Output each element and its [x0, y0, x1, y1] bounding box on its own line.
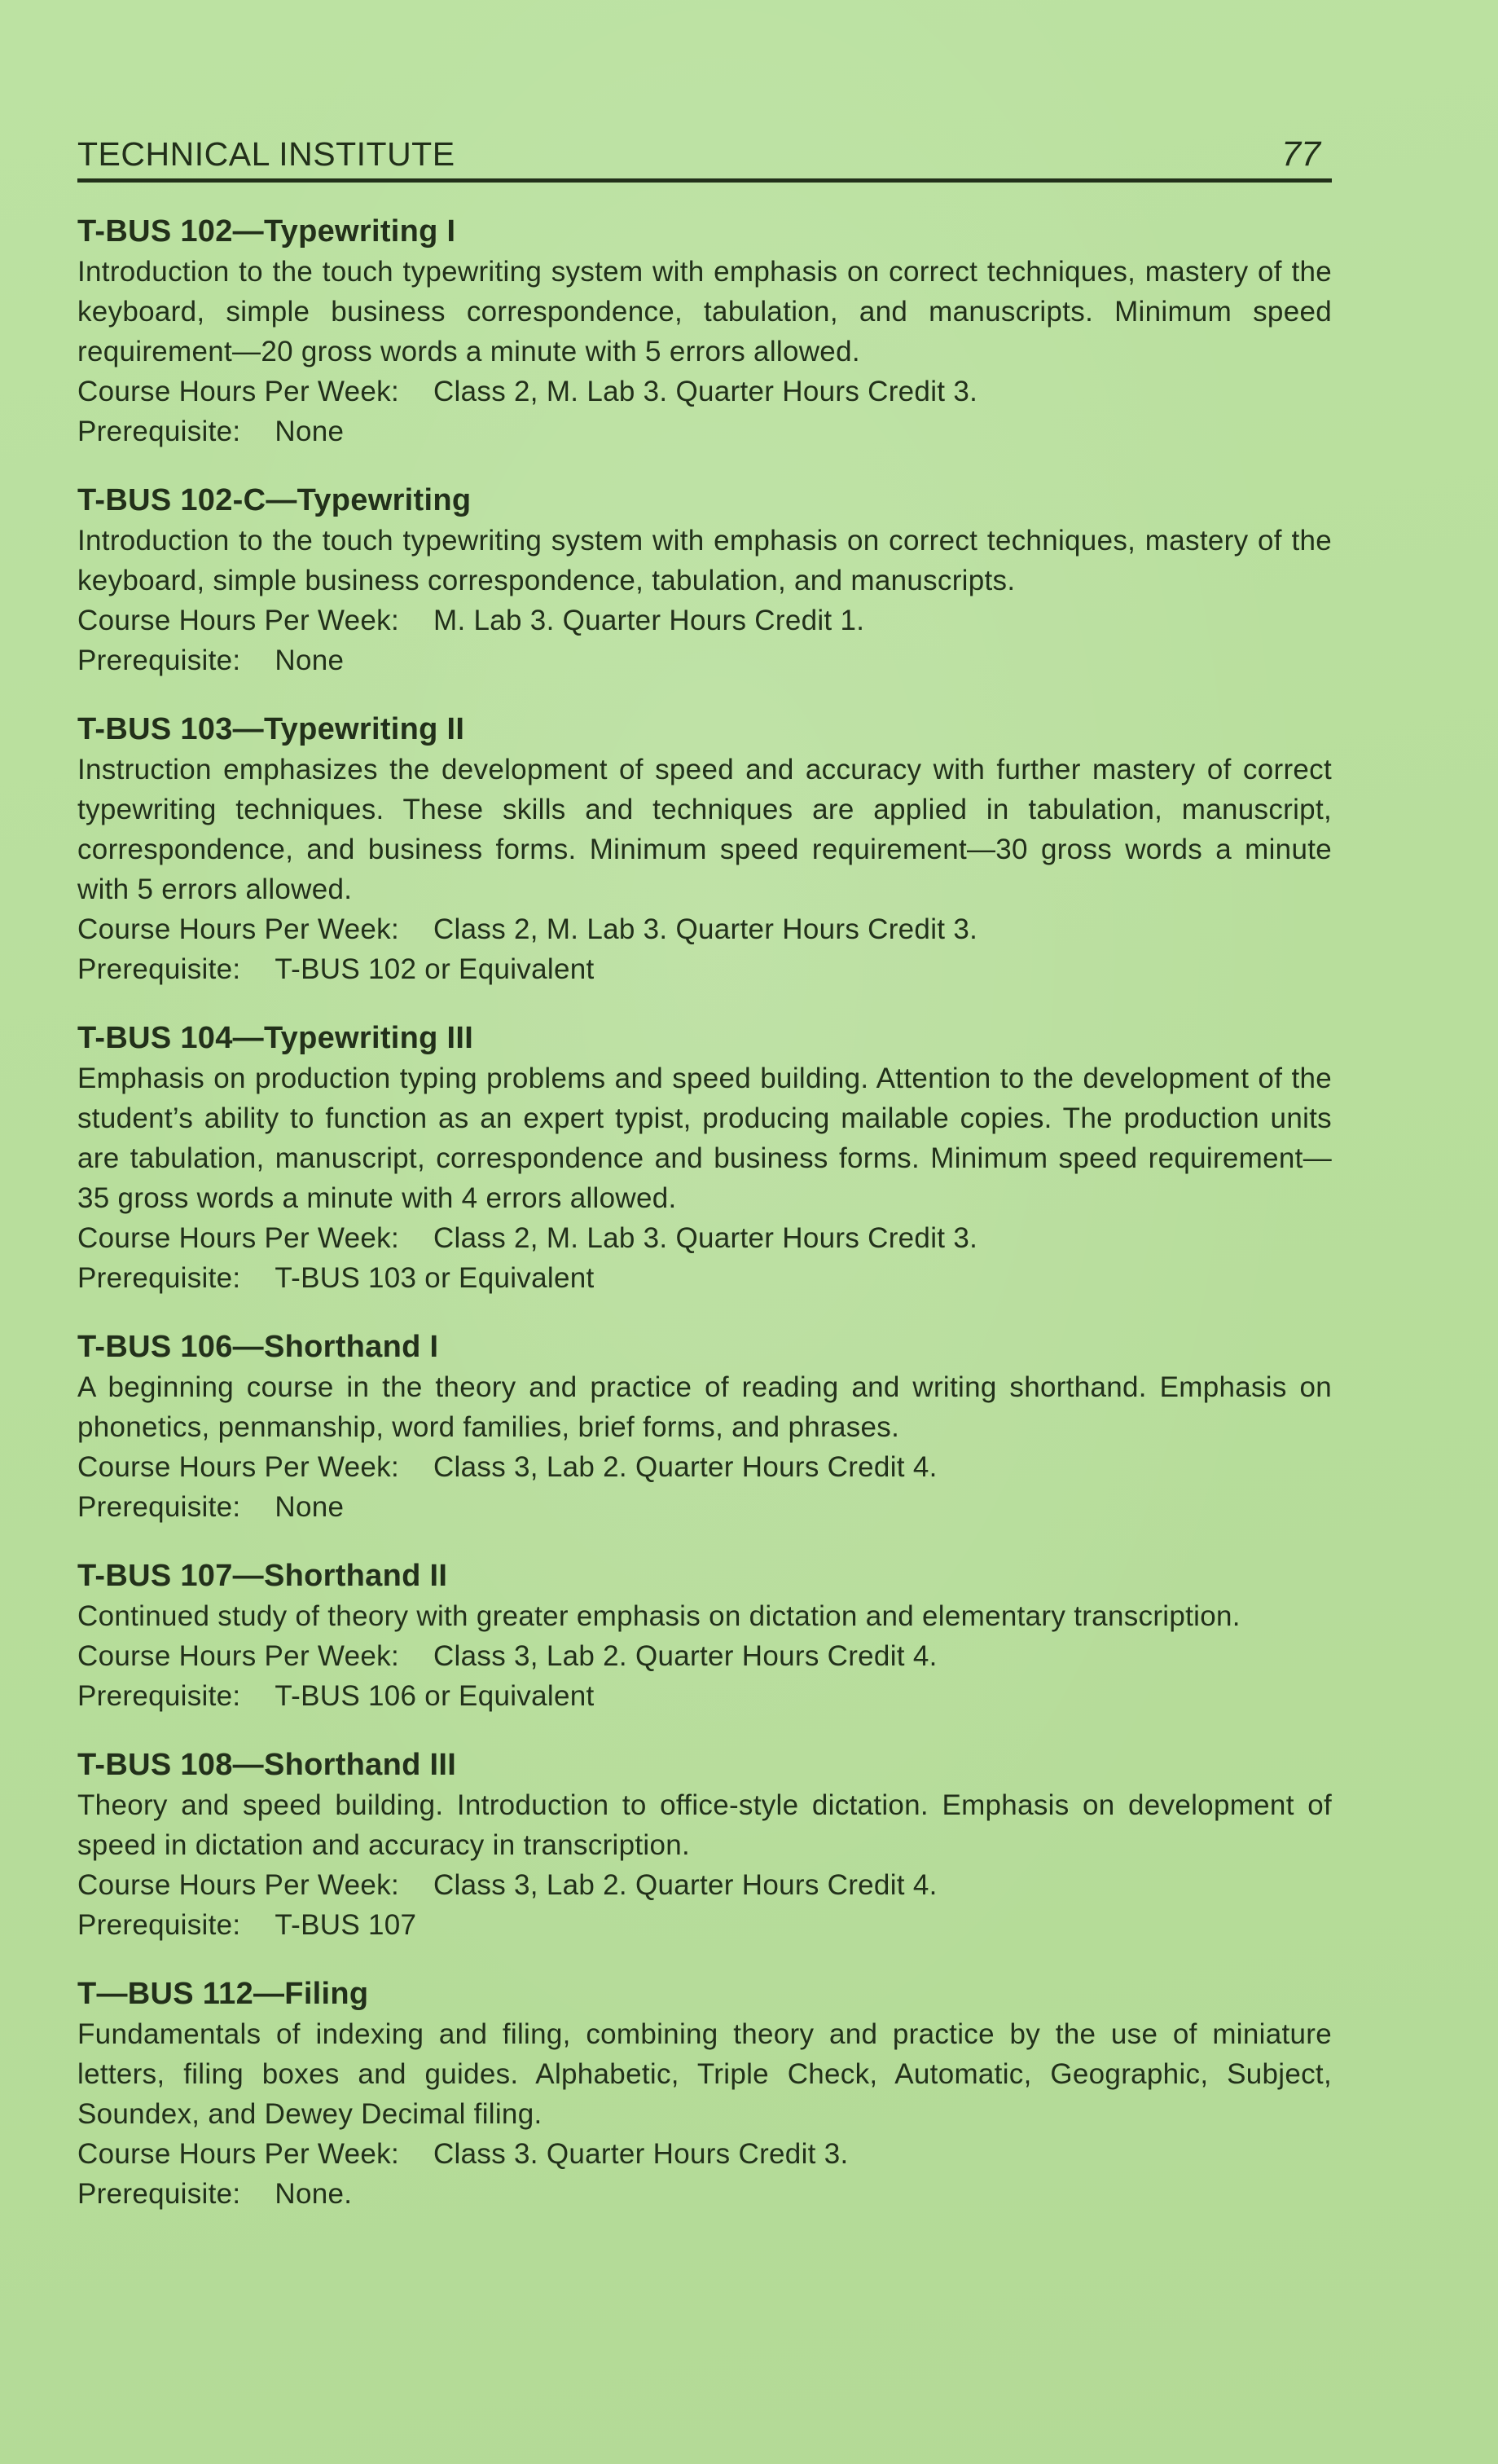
course-hours-line	[77, 601, 1332, 640]
course-title: T-BUS 104—Typewriting III	[77, 1021, 474, 1055]
course-hours-line	[77, 1865, 1332, 1905]
course-hours-label: Course Hours Per Week:	[77, 1640, 399, 1672]
course-hours-label: Course Hours Per Week:	[77, 913, 399, 945]
page-content	[77, 0, 1332, 2214]
course-prerequisite-value: T-BUS 107	[275, 1909, 417, 1941]
course-hours-label: Course Hours Per Week:	[77, 376, 399, 407]
course-prerequisite-label: Prerequisite:	[77, 1680, 241, 1712]
course-hours-label: Course Hours Per Week:	[77, 1222, 399, 1254]
course-prerequisite-line	[77, 949, 1332, 989]
course-prerequisite-line	[77, 411, 1332, 451]
course-title: T-BUS 102-C—Typewriting	[77, 483, 472, 517]
course-hours-value: Class 2, M. Lab 3. Quarter Hours Credit 3.	[433, 376, 978, 407]
course-prerequisite-label: Prerequisite:	[77, 416, 241, 447]
course-title: T-BUS 102—Typewriting I	[77, 214, 456, 249]
course-entry	[77, 1327, 1332, 1527]
running-head-title: TECHNICAL INSTITUTE	[77, 135, 455, 173]
course-hours-line	[77, 2134, 1332, 2174]
course-prerequisite-line	[77, 2174, 1332, 2214]
course-prerequisite-label: Prerequisite:	[77, 1909, 241, 1941]
course-prerequisite-label: Prerequisite:	[77, 1262, 241, 1294]
course-description: Introduction to the touch typewriting system with emphasis on correct techniques, mastery of the keyboard, simple business correspondence, tabulation, and manuscripts. Minimum speed requirement—20 gross words a minute with 5 errors allowed.	[77, 256, 1332, 367]
course-hours-value: Class 2, M. Lab 3. Quarter Hours Credit 3.	[433, 913, 978, 945]
course-entry	[77, 1974, 1332, 2214]
course-description: Emphasis on production typing problems and speed building. Attention to the development of the student’s ability to function as an expert typist, producing mailable copies. The production units are tabulation, manuscript, correspondence and business forms. Minimum speed requirement—35 gross words a minute with 4 errors allowed.	[77, 1063, 1332, 1214]
course-hours-value: Class 3, Lab 2. Quarter Hours Credit 4.	[433, 1640, 938, 1672]
course-title: T-BUS 108—Shorthand III	[77, 1748, 457, 1782]
course-prerequisite-value: None.	[275, 2178, 353, 2210]
course-description: A beginning course in the theory and practice of reading and writing shorthand. Emphasis on phonetics, penmanship, word families, brief forms, and phrases.	[77, 1371, 1332, 1443]
course-prerequisite-line	[77, 1258, 1332, 1298]
course-prerequisite-value: T-BUS 102 or Equivalent	[275, 953, 595, 985]
course-hours-value: Class 3. Quarter Hours Credit 3.	[433, 2138, 849, 2170]
course-prerequisite-value: None	[275, 1491, 345, 1523]
course-hours-value: Class 2, M. Lab 3. Quarter Hours Credit 3.	[433, 1222, 978, 1254]
page-number: 77	[1281, 134, 1320, 174]
course-prerequisite-line	[77, 1487, 1332, 1527]
course-hours-line	[77, 1447, 1332, 1487]
course-hours-value: Class 3, Lab 2. Quarter Hours Credit 4.	[433, 1869, 938, 1901]
course-hours-line	[77, 1636, 1332, 1676]
course-prerequisite-value: None	[275, 645, 345, 676]
course-title: T—BUS 112—Filing	[77, 1977, 369, 2011]
course-prerequisite-label: Prerequisite:	[77, 1491, 241, 1523]
course-entry	[77, 710, 1332, 989]
course-hours-line	[77, 1218, 1332, 1258]
course-hours-value: Class 3, Lab 2. Quarter Hours Credit 4.	[433, 1451, 938, 1483]
course-hours-line	[77, 372, 1332, 411]
course-description: Fundamentals of indexing and filing, combining theory and practice by the use of miniature letters, filing boxes and guides. Alphabetic, Triple Check, Automatic, Geographic, Subject, Soundex, and Dewey Decimal filing.	[77, 2018, 1332, 2130]
course-prerequisite-value: T-BUS 106 or Equivalent	[275, 1680, 595, 1712]
course-prerequisite-line	[77, 1676, 1332, 1716]
course-prerequisite-value: T-BUS 103 or Equivalent	[275, 1262, 595, 1294]
course-hours-label: Course Hours Per Week:	[77, 2138, 399, 2170]
course-hours-label: Course Hours Per Week:	[77, 605, 399, 636]
course-title: T-BUS 107—Shorthand II	[77, 1559, 448, 1593]
course-prerequisite-line	[77, 640, 1332, 680]
course-prerequisite-line	[77, 1905, 1332, 1945]
course-description: Continued study of theory with greater emphasis on dictation and elementary transcription.	[77, 1600, 1241, 1632]
course-description: Theory and speed building. Introduction to office-style dictation. Emphasis on development of speed in dictation and accuracy in transcription.	[77, 1789, 1332, 1861]
course-hours-label: Course Hours Per Week:	[77, 1869, 399, 1901]
page-header	[77, 0, 1332, 173]
course-title: T-BUS 103—Typewriting II	[77, 712, 465, 746]
course-entry	[77, 1556, 1332, 1716]
course-title: T-BUS 106—Shorthand I	[77, 1330, 439, 1364]
course-hours-line	[77, 909, 1332, 949]
course-entry	[77, 481, 1332, 680]
course-prerequisite-label: Prerequisite:	[77, 645, 241, 676]
course-list	[77, 212, 1332, 2214]
course-entry	[77, 212, 1332, 451]
course-prerequisite-label: Prerequisite:	[77, 953, 241, 985]
course-prerequisite-label: Prerequisite:	[77, 2178, 241, 2210]
header-rule	[77, 178, 1332, 183]
course-entry	[77, 1019, 1332, 1298]
course-entry	[77, 1745, 1332, 1945]
course-hours-label: Course Hours Per Week:	[77, 1451, 399, 1483]
course-hours-value: M. Lab 3. Quarter Hours Credit 1.	[433, 605, 865, 636]
course-description: Instruction emphasizes the development of speed and accuracy with further mastery of correct typewriting techniques. These skills and techniques are applied in tabulation, manuscript, correspondence, and business forms. Minimum speed requirement—30 gross words a minute with 5 errors allowed.	[77, 754, 1332, 905]
course-prerequisite-value: None	[275, 416, 345, 447]
course-description: Introduction to the touch typewriting system with emphasis on correct techniques, mastery of the keyboard, simple business correspondence, tabulation, and manuscripts.	[77, 525, 1332, 596]
